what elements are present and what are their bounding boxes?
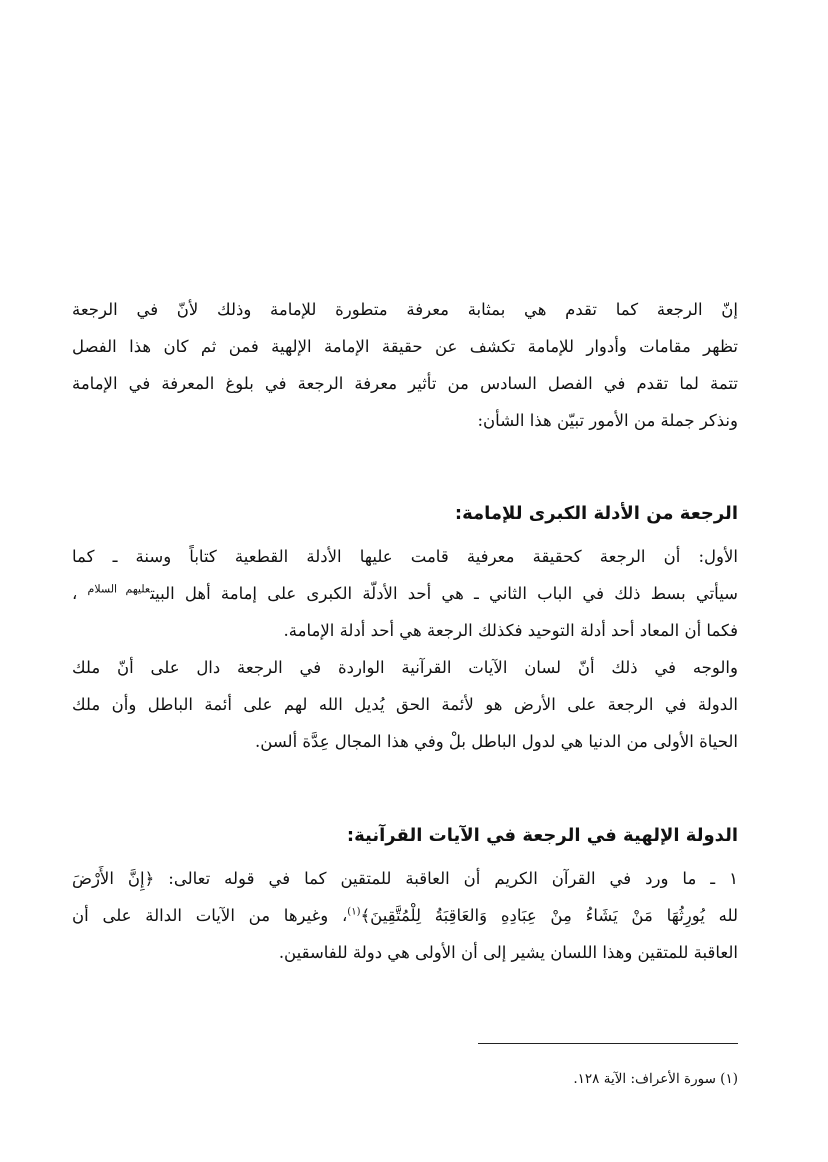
section2-line-1: ١ ـ ما ورد في القرآن الكريم أن العاقبة للمتقين كما في قوله تعالى: ﴿إِنَّ الأَرْضَ xyxy=(72,869,738,888)
section1-line-1: الأول: أن الرجعة كحقيقة معرفية قامت عليها الأدلة القطعية كتاباً وسنة ـ كما xyxy=(72,547,738,566)
section2-line-2-rest: ، وغيرها من الآيات الدالة على أن xyxy=(72,906,348,925)
intro-paragraph xyxy=(72,291,738,439)
intro-line-1: إنّ الرجعة كما تقدم هي بمثابة معرفة متطورة للإمامة وذلك لأنّ في الرجعة xyxy=(72,300,738,319)
section-heading-divine-state: الدولة الإلهية في الرجعة في الآيات القرآنية: xyxy=(346,825,738,846)
section1-line-5: الدولة في الرجعة على الأرض هو لأئمة الحق يُديل الله لهم على أئمة الباطل وأن ملك xyxy=(72,695,738,714)
section1-line-4: والوجه في ذلك أنّ لسان الآيات القرآنية الواردة في الرجعة دال على أنّ ملك xyxy=(72,658,738,677)
section-heading-return-proofs: الرجعة من الأدلة الكبرى للإمامة: xyxy=(454,503,738,524)
section2-body xyxy=(72,860,738,971)
section2-line-2 xyxy=(72,897,738,934)
intro-line-2: تظهر مقامات وأدوار للإمامة تكشف عن حقيقة الإمامة الإلهية فمن ثم كان هذا الفصل xyxy=(72,337,738,356)
footnote-divider xyxy=(478,1043,738,1044)
intro-line-3: تتمة لما تقدم في الفصل السادس من تأثير معرفة الرجعة في بلوغ المعرفة في الإمامة xyxy=(72,374,738,393)
section1-line-6: الحياة الأولى من الدنيا هي لدول الباطل بلْ وفي هذا المجال عِدَّة ألسن. xyxy=(255,732,738,751)
section1-line-2 xyxy=(72,575,738,612)
section1-line-3: فكما أن المعاد أحد أدلة التوحيد فكذلك الرجعة هي أحد أدلة الإمامة. xyxy=(283,621,738,640)
section1-line-2-text: سيأتي بسط ذلك في الباب الثاني ـ هي أحد الأدلّة الكبرى على إمامة أهل البيت xyxy=(150,584,738,603)
section1-body xyxy=(72,538,738,760)
salawat-mark: عليهم السلام xyxy=(87,582,151,596)
quran-verse-end: لله يُورِثُهَا مَنْ يَشَاءُ مِنْ عِبَادِهِ وَالعَاقِبَةُ لِلْمُتَّقِينَ﴾ xyxy=(360,906,738,925)
footnote-marker: (١) xyxy=(347,906,361,918)
section2-line-3: العاقبة للمتقين وهذا اللسان يشير إلى أن الأولى هي دولة للفاسقين. xyxy=(278,943,738,962)
intro-line-4: ونذكر جملة من الأمور تبيّن هذا الشأن: xyxy=(477,411,738,430)
section1-line-2-comma: ، xyxy=(72,584,78,603)
book-page xyxy=(72,0,738,1162)
footnote: (١) سورة الأعراف: الآية ١٢٨. xyxy=(573,1071,738,1087)
